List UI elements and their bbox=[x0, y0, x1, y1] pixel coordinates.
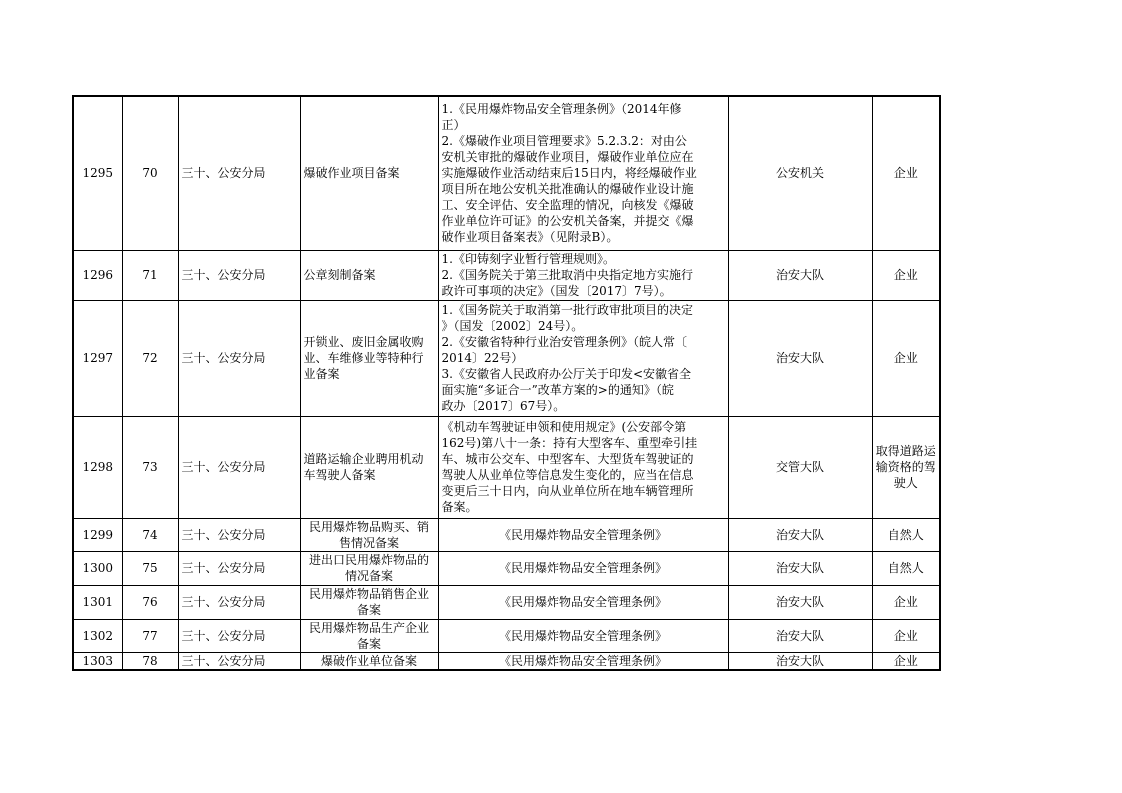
item-name: 民用爆炸物品生产企业备案 bbox=[300, 619, 438, 652]
item-name: 公章刻制备案 bbox=[300, 250, 438, 300]
table-row bbox=[73, 585, 940, 619]
table-row bbox=[73, 250, 940, 300]
basis-line: 面实施“多证合一”改革方案的>的通知》（皖 bbox=[441, 383, 674, 397]
item-name: 民用爆炸物品销售企业备案 bbox=[300, 585, 438, 619]
basis-line: 工、安全评估、安全监理的情况，向核发《爆破 bbox=[441, 198, 694, 213]
basis-line: 1.《国务院关于取消第一批行政审批项目的决定 bbox=[441, 303, 693, 317]
legal-basis: 《民用爆炸物品安全管理条例》 bbox=[438, 518, 728, 551]
department: 三十、公安分局 bbox=[178, 96, 300, 250]
target-party: 取得道路运输资格的驾驶人 bbox=[872, 416, 940, 518]
basis-line: 2.《国务院关于第三批取消中央指定地方实施行 bbox=[441, 268, 693, 282]
basis-line: 政办〔2017〕67号）。 bbox=[441, 399, 566, 413]
department: 三十、公安分局 bbox=[178, 250, 300, 300]
legal-basis: 《民用爆炸物品安全管理条例》 bbox=[438, 585, 728, 619]
basis-line: 破作业项目备案表》（见附录B）。 bbox=[441, 230, 619, 245]
authority: 治安大队 bbox=[728, 300, 872, 416]
sub-number: 78 bbox=[122, 652, 178, 670]
basis-line: 2.《爆破作业项目管理要求》5.2.3.2：对由公 bbox=[441, 134, 687, 149]
sub-number: 75 bbox=[122, 551, 178, 585]
basis-line: 2.《安徽省特种行业治安管理条例》（皖人常〔 bbox=[441, 335, 687, 349]
authority: 治安大队 bbox=[728, 619, 872, 652]
sub-number: 71 bbox=[122, 250, 178, 300]
serial-number: 1297 bbox=[73, 300, 122, 416]
legal-basis bbox=[438, 96, 728, 250]
legal-basis: 《民用爆炸物品安全管理条例》 bbox=[438, 652, 728, 670]
basis-line: 3.《安徽省人民政府办公厅关于印发<安徽省全 bbox=[441, 367, 692, 381]
target-party: 自然人 bbox=[872, 518, 940, 551]
legal-basis bbox=[438, 416, 728, 518]
table-row bbox=[73, 551, 940, 585]
target-party: 企业 bbox=[872, 300, 940, 416]
item-name: 爆破作业项目备案 bbox=[300, 96, 438, 250]
serial-number: 1302 bbox=[73, 619, 122, 652]
target-party: 企业 bbox=[872, 652, 940, 670]
serial-number: 1303 bbox=[73, 652, 122, 670]
serial-number: 1298 bbox=[73, 416, 122, 518]
serial-number: 1301 bbox=[73, 585, 122, 619]
basis-line: 162号)第八十一条：持有大型客车、重型牵引挂 bbox=[441, 436, 698, 450]
basis-line: 驾驶人从业单位等信息发生变化的，应当在信息 bbox=[441, 468, 694, 482]
authority: 治安大队 bbox=[728, 250, 872, 300]
department: 三十、公安分局 bbox=[178, 585, 300, 619]
basis-line: 车、城市公交车、中型客车、大型货车驾驶证的 bbox=[441, 452, 694, 466]
item-name: 爆破作业单位备案 bbox=[300, 652, 438, 670]
sub-number: 72 bbox=[122, 300, 178, 416]
basis-line: 安机关审批的爆破作业项目，爆破作业单位应在 bbox=[441, 150, 694, 165]
table-row bbox=[73, 652, 940, 670]
basis-line: 变更后三十日内，向从业单位所在地车辆管理所 bbox=[441, 484, 694, 498]
item-name: 进出口民用爆炸物品的情况备案 bbox=[300, 551, 438, 585]
department: 三十、公安分局 bbox=[178, 619, 300, 652]
department: 三十、公安分局 bbox=[178, 300, 300, 416]
department: 三十、公安分局 bbox=[178, 652, 300, 670]
sub-number: 73 bbox=[122, 416, 178, 518]
serial-number: 1299 bbox=[73, 518, 122, 551]
sub-number: 70 bbox=[122, 96, 178, 250]
item-name: 民用爆炸物品购买、销售情况备案 bbox=[300, 518, 438, 551]
department: 三十、公安分局 bbox=[178, 518, 300, 551]
authority: 治安大队 bbox=[728, 518, 872, 551]
basis-line: 作业单位许可证》的公安机关备案，并提交《爆 bbox=[441, 214, 694, 229]
legal-basis: 《民用爆炸物品安全管理条例》 bbox=[438, 619, 728, 652]
authority: 治安大队 bbox=[728, 585, 872, 619]
basis-line: 项目所在地公安机关批准确认的爆破作业设计施 bbox=[441, 182, 694, 197]
table-row bbox=[73, 96, 940, 250]
item-name: 开锁业、废旧金属收购业、车维修业等特种行业备案 bbox=[300, 300, 438, 416]
table-row bbox=[73, 416, 940, 518]
legal-basis bbox=[438, 250, 728, 300]
department: 三十、公安分局 bbox=[178, 551, 300, 585]
authority: 公安机关 bbox=[728, 96, 872, 250]
basis-line: 实施爆破作业活动结束后15日内，将经爆破作业 bbox=[441, 166, 697, 181]
basis-line: 政许可事项的决定》（国发〔2017〕7号）。 bbox=[441, 284, 672, 298]
target-party: 企业 bbox=[872, 250, 940, 300]
table-row bbox=[73, 619, 940, 652]
table-row bbox=[73, 518, 940, 551]
department: 三十、公安分局 bbox=[178, 416, 300, 518]
basis-line: 》（国发〔2002〕24号）。 bbox=[441, 319, 584, 333]
target-party: 企业 bbox=[872, 585, 940, 619]
authority: 治安大队 bbox=[728, 551, 872, 585]
serial-number: 1300 bbox=[73, 551, 122, 585]
serial-number: 1295 bbox=[73, 96, 122, 250]
item-name: 道路运输企业聘用机动车驾驶人备案 bbox=[300, 416, 438, 518]
basis-line: 2014〕22号） bbox=[441, 351, 524, 365]
legal-basis: 《民用爆炸物品安全管理条例》 bbox=[438, 551, 728, 585]
basis-line: 1.《印铸刻字业暂行管理规则》。 bbox=[441, 252, 615, 266]
authority: 交管大队 bbox=[728, 416, 872, 518]
legal-basis bbox=[438, 300, 728, 416]
sub-number: 77 bbox=[122, 619, 178, 652]
sub-number: 76 bbox=[122, 585, 178, 619]
basis-line: 1.《民用爆炸物品安全管理条例》（2014年修 bbox=[441, 102, 682, 117]
basis-line: 《机动车驾驶证申领和使用规定》(公安部令第 bbox=[441, 420, 687, 434]
basis-line: 备案。 bbox=[441, 500, 478, 514]
filing-items-table bbox=[72, 95, 941, 671]
target-party: 企业 bbox=[872, 619, 940, 652]
target-party: 自然人 bbox=[872, 551, 940, 585]
basis-line: 正） bbox=[441, 118, 466, 133]
target-party: 企业 bbox=[872, 96, 940, 250]
table-row bbox=[73, 300, 940, 416]
sub-number: 74 bbox=[122, 518, 178, 551]
authority: 治安大队 bbox=[728, 652, 872, 670]
serial-number: 1296 bbox=[73, 250, 122, 300]
